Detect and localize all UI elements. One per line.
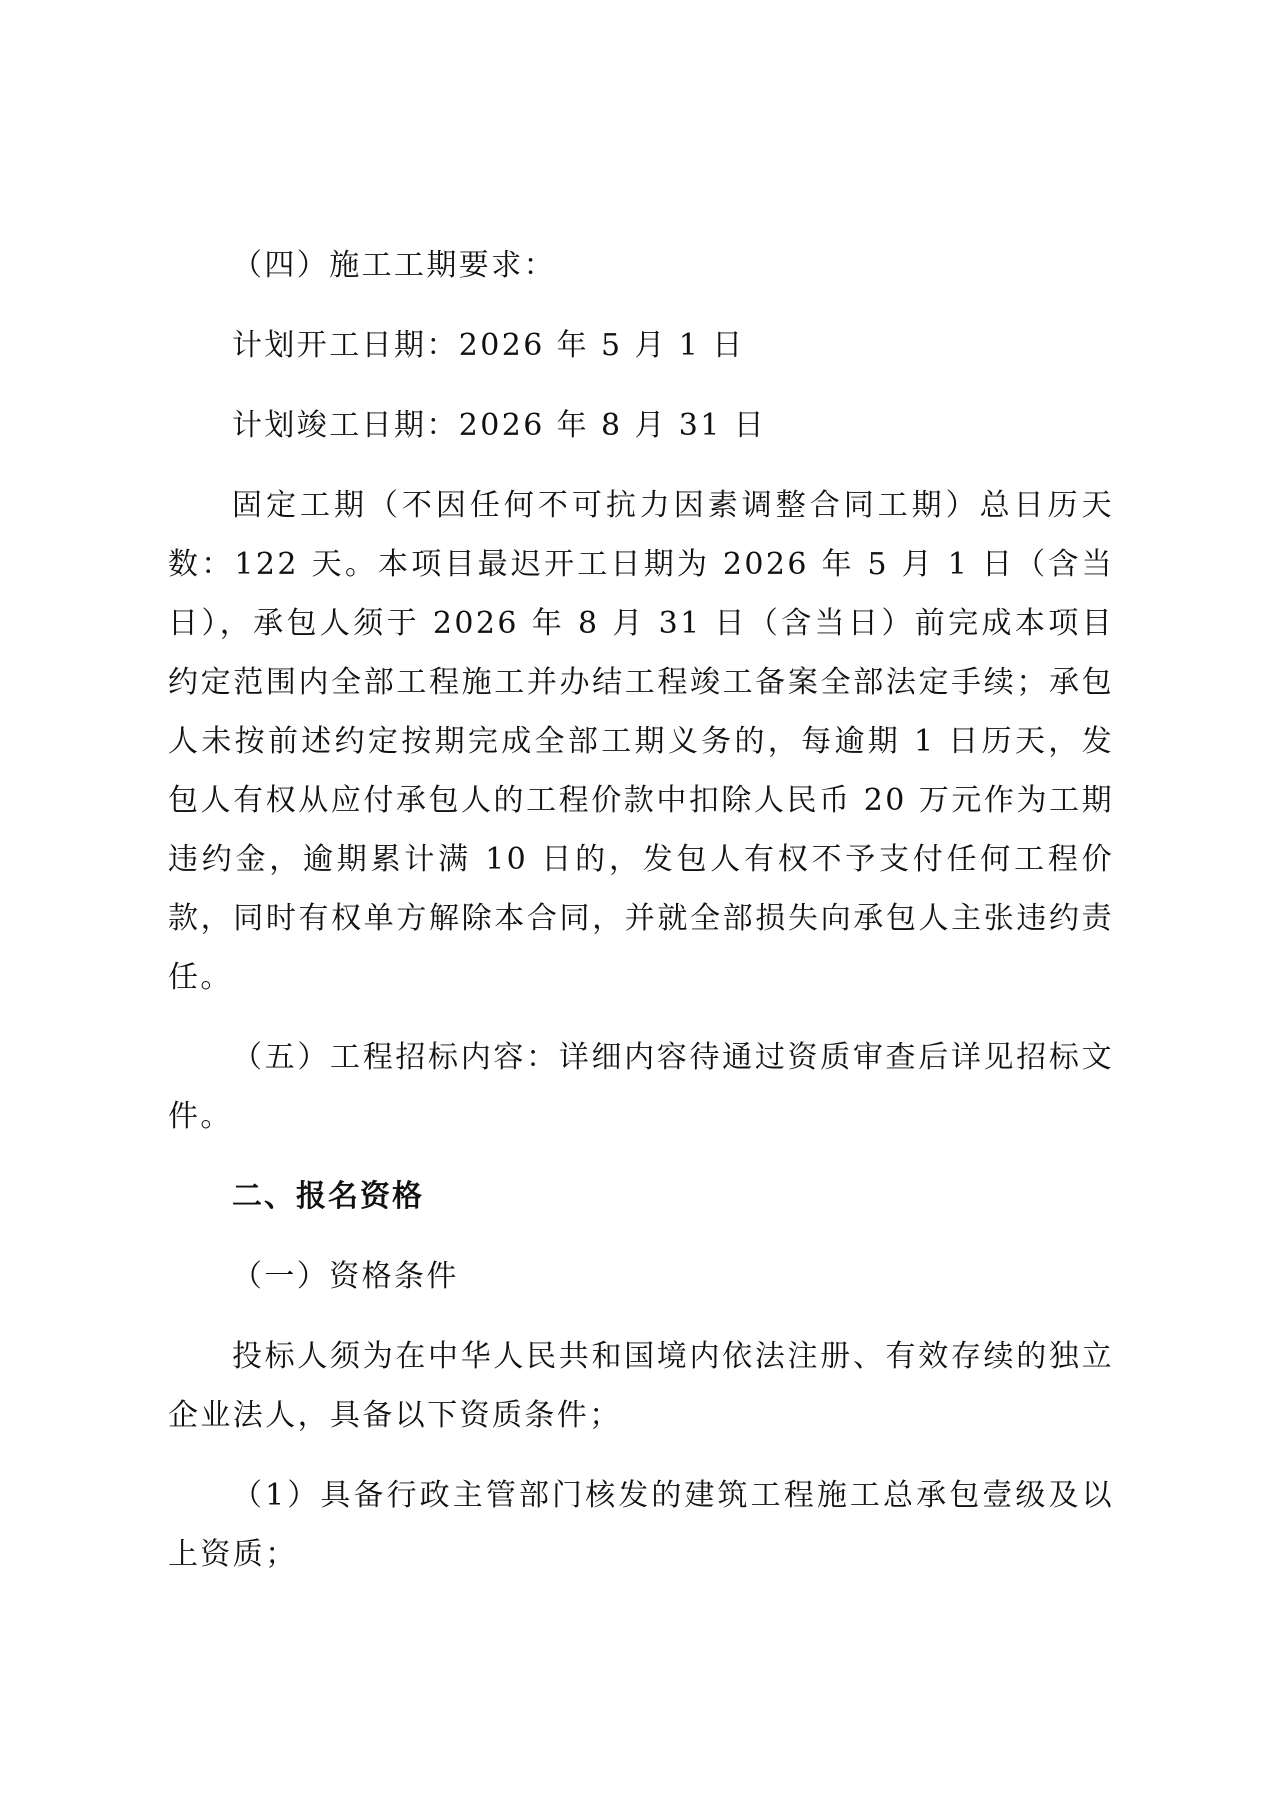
subsection-heading-construction-period: （四）施工工期要求：	[232, 248, 556, 283]
planned-completion-date: 计划竣工日期：2026 年 8 月 31 日	[232, 408, 767, 443]
section-heading-registration-qualification: 二、报名资格	[232, 1179, 424, 1214]
qualification-item-1: （1）具备行政主管部门核发的建筑工程施工总承包壹级及以上资质；	[168, 1478, 1114, 1572]
document-body	[168, 236, 1114, 1605]
subsection-heading-qualification-conditions: （一）资格条件	[232, 1259, 459, 1294]
tender-content-paragraph: （五）工程招标内容：详细内容待通过资质审查后详见招标文件。	[168, 1040, 1114, 1134]
bidder-requirement-paragraph: 投标人须为在中华人民共和国境内依法注册、有效存续的独立企业法人，具备以下资质条件；	[168, 1339, 1114, 1433]
planned-start-date: 计划开工日期：2026 年 5 月 1 日	[232, 328, 745, 363]
fixed-period-clause: 固定工期（不因任何不可抗力因素调整合同工期）总日历天数：122 天。本项目最迟开工日期为 2026 年 5 月 1 日（含当日），承包人须于 2026 年 8 月 31 日（含当日）前完成本项目约定范围内全部工程施工并办结工程竣工备案全部法定手续；承包人未按前述约定按期完成全部工期义务的，每逾期 1 日历天，发包人有权从应付承包人的工程价款中扣除人民币 20 万元作为工期违约金，逾期累计满 10 日的，发包人有权不予支付任何工程价款，同时有权单方解除本合同，并就全部损失向承包人主张违约责任。	[168, 488, 1114, 995]
